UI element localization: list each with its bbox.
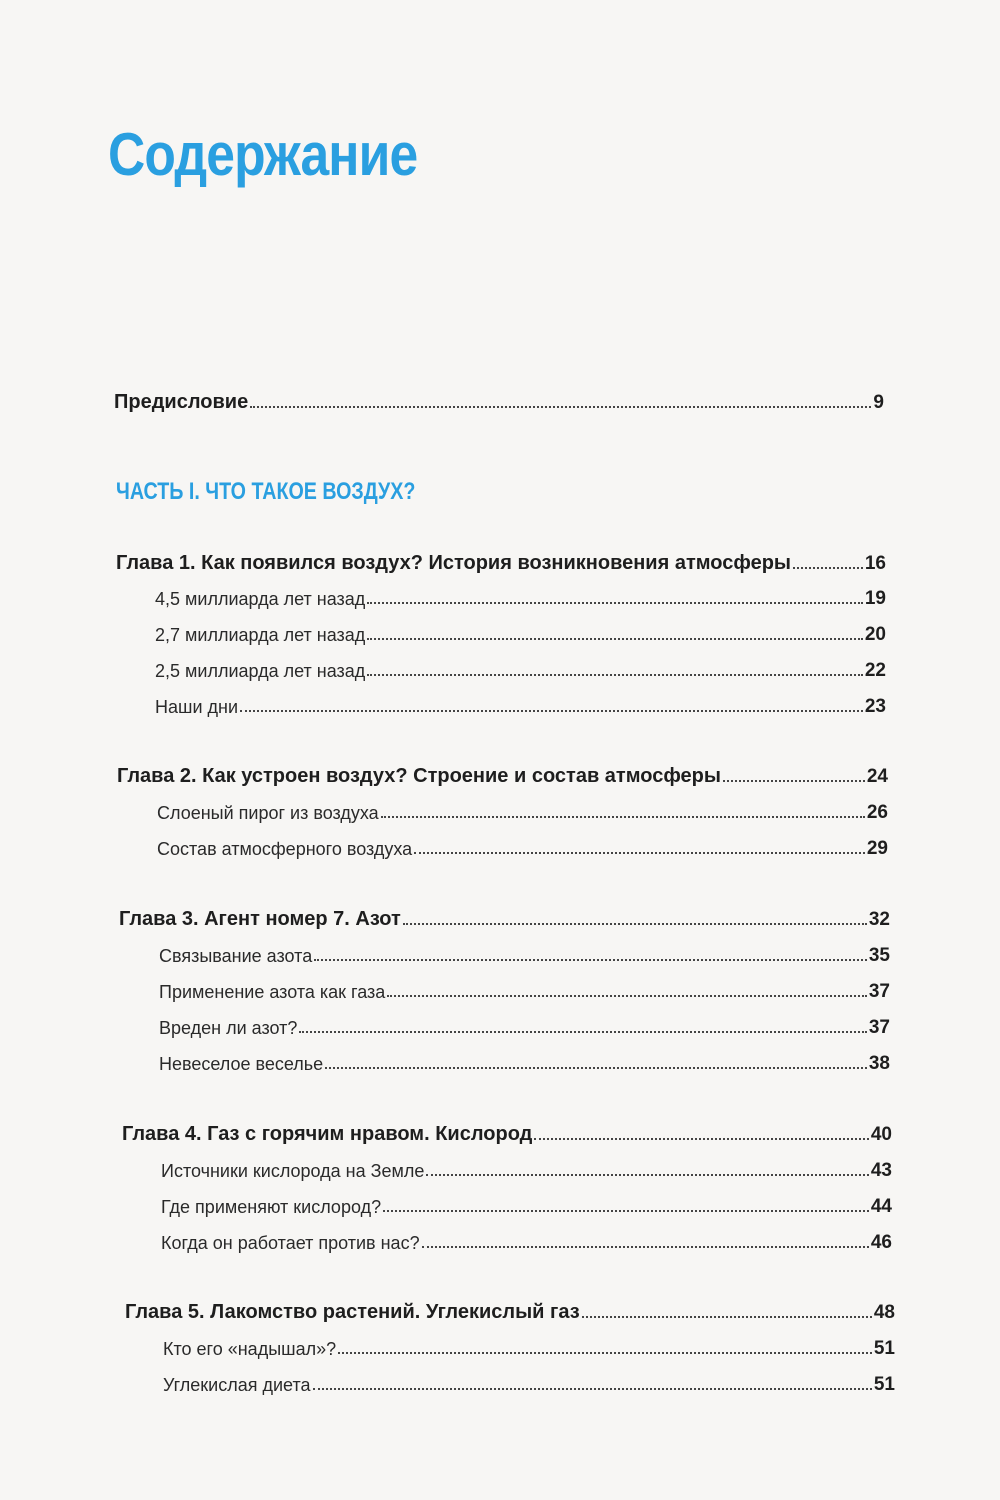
toc-entry-label: Источники кислорода на Земле [161,1161,425,1181]
leader-dots [367,602,863,604]
leader-dots [240,710,863,712]
toc-chapter-1[interactable] [116,545,886,575]
leader-dots [426,1174,868,1176]
toc-section[interactable] [155,616,886,646]
toc-entry-label: Углекислая диета [163,1375,311,1395]
toc-chapter-2[interactable] [117,758,888,788]
toc-entry-label: Состав атмосферного воздуха [157,839,413,859]
toc-page-number: 40 [870,1124,892,1145]
leader-dots [534,1138,868,1140]
leader-dots [314,959,867,961]
part-title: ЧАСТЬ I. ЧТО ТАКОЕ ВОЗДУХ? [116,478,416,505]
leader-dots [387,995,867,997]
toc-entry-label: 2,7 миллиарда лет назад [155,625,366,645]
toc-section[interactable] [157,830,888,860]
toc-page-number: 24 [866,766,888,787]
toc-section[interactable] [161,1224,892,1254]
toc-entry-label: Наши дни [155,697,239,717]
toc-entry-label: Глава 3. Агент номер 7. Азот [119,908,401,930]
toc-entry-label: Слоеный пирог из воздуха [157,803,379,823]
toc-page-number: 37 [868,1017,890,1038]
toc-page-number: 48 [873,1302,895,1323]
leader-dots [793,567,863,569]
toc-section[interactable] [161,1188,892,1218]
toc-section[interactable] [159,973,890,1003]
leader-dots [422,1246,869,1248]
toc-section[interactable] [155,580,886,610]
toc-entry-label: Глава 5. Лакомство растений. Углекислый газ [125,1301,580,1323]
toc-entry-label: Предисловие [114,391,249,413]
toc-page-number: 26 [866,802,888,823]
leader-dots [723,780,865,782]
toc-section[interactable] [155,688,886,718]
toc-chapter-3[interactable] [119,901,890,931]
toc-page-number: 44 [870,1196,892,1217]
toc-page-number: 19 [864,588,886,609]
toc-entry-label: Когда он работает против нас? [161,1233,420,1253]
toc-page-number: 20 [864,624,886,645]
toc-entry-label: Где применяют кислород? [161,1197,382,1217]
toc-page-number: 22 [864,660,886,681]
toc-entry-label: Невеселое веселье [159,1054,324,1074]
toc-entry-label: 2,5 миллиарда лет назад [155,661,366,681]
toc-page-number: 46 [870,1232,892,1253]
leader-dots [367,674,863,676]
toc-page-number: 51 [873,1374,895,1395]
toc-section[interactable] [159,1009,890,1039]
toc-page-number: 43 [870,1160,892,1181]
toc-entry-label: Глава 2. Как устроен воздух? Строение и состав атмосферы [117,765,721,787]
leader-dots [299,1031,866,1033]
toc-section[interactable] [159,1045,890,1075]
toc-chapter-5[interactable] [125,1294,895,1324]
toc-page-number: 9 [873,392,884,413]
leader-dots [325,1067,867,1069]
toc-page-number: 23 [864,696,886,717]
toc-page-number: 38 [868,1053,890,1074]
toc-page-number: 51 [873,1338,895,1359]
toc-section[interactable] [159,937,890,967]
toc-entry-label: Глава 4. Газ с горячим нравом. Кислород [122,1123,533,1145]
toc-page-number: 29 [866,838,888,859]
toc-page-number: 16 [864,553,886,574]
toc-section[interactable] [161,1152,892,1182]
toc-section[interactable] [157,794,888,824]
toc-page-number: 32 [868,909,890,930]
toc-entry-label: Глава 1. Как появился воздух? История возникновения атмосферы [116,552,791,574]
toc-entry-label: Связывание азота [159,946,313,966]
leader-dots [383,1210,869,1212]
toc-entry-label: Вреден ли азот? [159,1018,298,1038]
leader-dots [403,923,867,925]
toc-entry-label: Применение азота как газа [159,982,386,1002]
leader-dots [381,816,865,818]
toc-entry-label: 4,5 миллиарда лет назад [155,589,366,609]
toc-chapter-4[interactable] [122,1116,892,1146]
leader-dots [582,1316,872,1318]
leader-dots [250,406,871,408]
toc-page-number: 37 [868,981,890,1002]
leader-dots [414,852,865,854]
toc-entry-label: Кто его «надышал»? [163,1339,337,1359]
leader-dots [313,1388,872,1390]
toc-section[interactable] [163,1366,895,1396]
leader-dots [338,1352,872,1354]
toc-entry-preface[interactable] [114,384,884,414]
toc-section[interactable] [155,652,886,682]
toc-page-number: 35 [868,945,890,966]
page-title: Содержание [108,121,418,188]
toc-section[interactable] [163,1330,895,1360]
leader-dots [367,638,863,640]
